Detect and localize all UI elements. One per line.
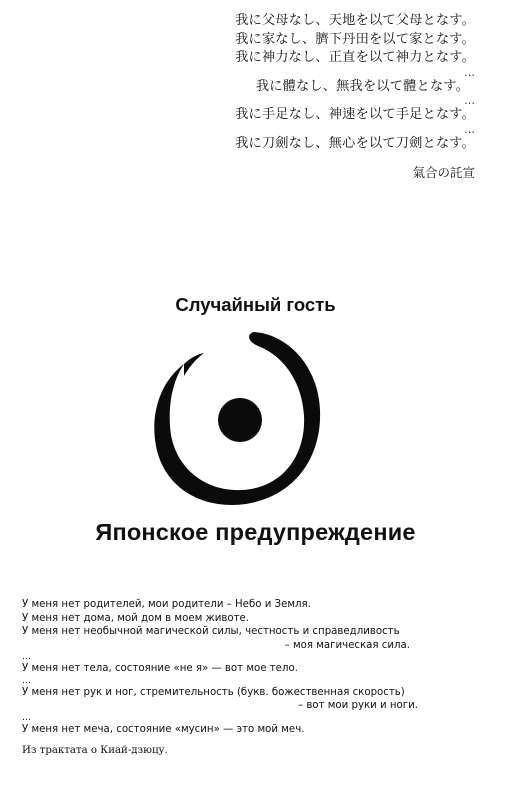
ru-line-3b: – моя магическая сила. <box>284 639 410 651</box>
enso-center-dot <box>218 398 262 442</box>
main-title: Японское предупреждение <box>95 519 416 545</box>
jp-line-5: 我に手足なし、神速を以て手足となす。 <box>235 107 475 122</box>
jp-line-3: 我に神力なし、正直を以て神力となす。 <box>235 50 475 65</box>
jp-ellipsis-2: … <box>464 94 475 107</box>
enso-tail <box>184 353 204 376</box>
enso-circle-icon <box>146 326 326 511</box>
jp-line-2: 我に家なし、臍下丹田を以て家となす。 <box>235 31 475 47</box>
jp-line-6: 我に刀劍なし、無心を以て刀劍となす。 <box>235 135 475 151</box>
russian-translation <box>22 598 492 756</box>
ru-line-3: У меня нет необычной магической силы, честность и справедливость <box>22 626 400 637</box>
guest-title: Случайный гость <box>175 294 336 315</box>
jp-ellipsis-1: … <box>464 65 475 79</box>
jp-line-4: 我に體なし、無我を以て體となす。 <box>255 78 469 94</box>
ru-ellipsis-1: … <box>22 652 31 662</box>
ru-line-4: У меня нет тела, состояние «не я» — вот мое тело. <box>22 663 298 674</box>
ru-ellipsis-3: … <box>22 712 31 723</box>
japanese-poem <box>175 12 475 181</box>
ru-source: Из трактата о Киай-дзюцу. <box>22 745 168 756</box>
jp-source: 氣合の託宣 <box>412 165 475 180</box>
ru-line-5: У меня нет рук и ног, стремительность (букв. божественная скорость) <box>22 686 405 698</box>
ru-line-1: У меня нет родителей, мои родители – Небо и Земля. <box>22 599 311 610</box>
ru-line-6: У меня нет меча, состояние «мусин» — это мой меч. <box>22 723 305 735</box>
ru-line-5b: – вот мои руки и ноги. <box>298 700 418 711</box>
jp-ellipsis-3: … <box>464 122 475 136</box>
jp-line-1: 我に父母なし、天地を以て父母となす。 <box>235 13 475 28</box>
ru-line-2: У меня нет дома, мой дом в моем животе. <box>22 612 250 624</box>
ru-ellipsis-2: … <box>22 675 31 686</box>
